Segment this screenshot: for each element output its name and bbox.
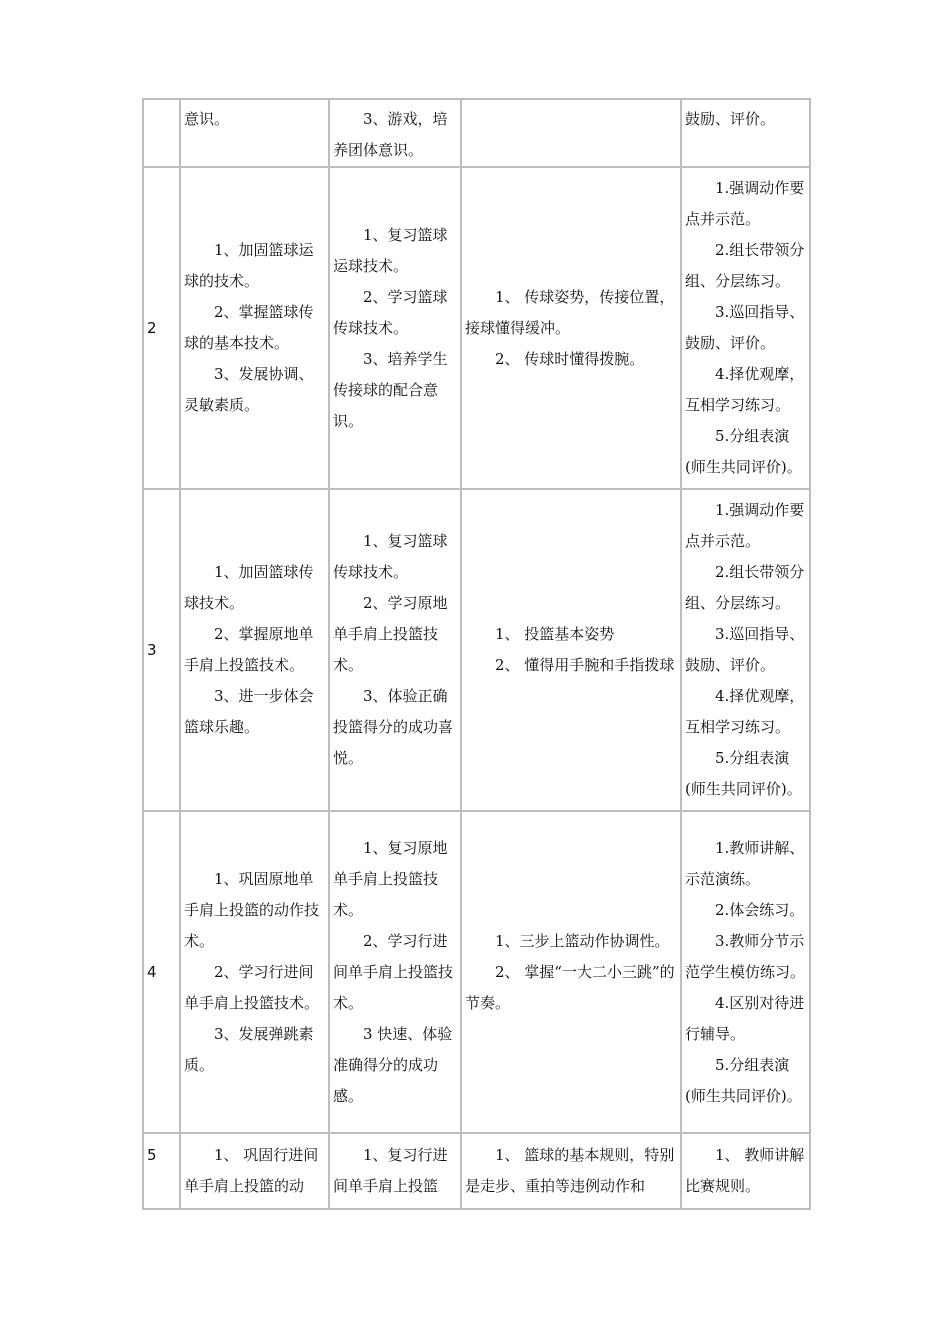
cell-paragraph: 3.巡回指导、鼓励、评价。 <box>685 625 805 674</box>
cell-paragraph: 5.分组表演(师生共同评价)。 <box>685 749 802 798</box>
cell-paragraph: 1、 篮球的基本规则，特别是走步、重拍等违例动作和 <box>465 1146 675 1195</box>
content-cell <box>329 1133 461 1209</box>
content-cell <box>329 99 461 167</box>
key-points-cell <box>461 489 681 811</box>
table-row <box>143 99 810 167</box>
table-row <box>143 811 810 1133</box>
key-points-cell <box>461 1133 681 1209</box>
cell-paragraph: 3 快速、体验准确得分的成功感。 <box>333 1024 453 1105</box>
cell-paragraph: 1、 投篮基本姿势 <box>495 625 615 643</box>
cell-paragraph: 2、学习行进间单手肩上投篮技术。 <box>184 962 320 1012</box>
cell-paragraph: 2.组长带领分组、分层练习。 <box>685 563 805 612</box>
cell-paragraph: 2、 懂得用手腕和手指拨球 <box>495 656 675 674</box>
cell-paragraph: 1.教师讲解、示范演练。 <box>685 838 805 888</box>
lesson-number-cell: 2 <box>143 167 180 489</box>
cell-paragraph: 3、发展弹跳素质。 <box>184 1024 314 1074</box>
cell-paragraph: 意识。 <box>184 110 230 128</box>
cell-paragraph: 1、复习行进间单手肩上投篮 <box>333 1146 448 1195</box>
cell-paragraph: 3、体验正确投篮得分的成功喜悦。 <box>333 687 454 767</box>
cell-paragraph: 2.组长带领分组、分层练习。 <box>685 241 805 290</box>
methods-cell <box>681 811 810 1133</box>
cell-paragraph: 1、复习篮球运球技术。 <box>333 225 448 275</box>
lesson-number-cell: 4 <box>143 811 180 1133</box>
cell-paragraph: 2、 传球时懂得拨腕。 <box>495 349 645 368</box>
lesson-number-cell <box>143 99 180 167</box>
goals-cell <box>180 99 329 167</box>
cell-paragraph: 1、三步上篮动作协调性。 <box>495 931 670 950</box>
cell-paragraph: 2、学习篮球传球技术。 <box>333 287 448 337</box>
table-row <box>143 167 810 489</box>
methods-cell <box>681 99 810 167</box>
table-row <box>143 1133 810 1209</box>
cell-paragraph: 1、 传球姿势，传接位置，接球懂得缓冲。 <box>465 287 675 337</box>
cell-paragraph: 3、进一步体会篮球乐趣。 <box>184 687 314 736</box>
cell-paragraph: 1、 巩固行进间单手肩上投篮的动 <box>184 1146 319 1195</box>
methods-cell <box>681 1133 810 1209</box>
lesson-number-cell: 5 <box>143 1133 180 1209</box>
cell-paragraph: 1、加固篮球运球的技术。 <box>184 241 314 290</box>
cell-paragraph: 3.巡回指导、鼓励、评价。 <box>685 303 805 352</box>
lesson-number-cell: 3 <box>143 489 180 811</box>
cell-paragraph: 2、掌握原地单手肩上投篮技术。 <box>184 625 314 674</box>
table-row <box>143 489 810 811</box>
goals-cell <box>180 1133 329 1209</box>
cell-paragraph: 2、 掌握“一大二小三跳”的节奏。 <box>465 962 675 1012</box>
cell-paragraph: 1、复习原地单手肩上投篮技术。 <box>333 838 448 919</box>
cell-paragraph: 2、掌握篮球传球的基本技术。 <box>184 303 314 352</box>
cell-paragraph: 2.体会练习。 <box>715 900 805 919</box>
cell-paragraph: 5.分组表演(师生共同评价)。 <box>685 1055 802 1105</box>
cell-paragraph: 4.区别对待进行辅导。 <box>685 993 805 1043</box>
lesson-plan-table <box>142 98 811 1210</box>
key-points-cell <box>461 811 681 1133</box>
cell-paragraph: 4.择优观摩，互相学习练习。 <box>685 687 805 736</box>
methods-cell <box>681 167 810 489</box>
cell-paragraph: 1、 教师讲解比赛规则。 <box>685 1146 805 1195</box>
cell-paragraph: 3、培养学生传接球的配合意识。 <box>333 349 448 430</box>
table-body <box>143 99 810 1209</box>
methods-cell <box>681 489 810 811</box>
cell-paragraph: 3、发展协调、灵敏素质。 <box>184 365 314 414</box>
cell-paragraph: 1、加固篮球传球技术。 <box>184 563 314 612</box>
goals-cell <box>180 811 329 1133</box>
cell-paragraph: 5.分组表演(师生共同评价)。 <box>685 427 802 476</box>
content-cell <box>329 811 461 1133</box>
goals-cell <box>180 167 329 489</box>
content-cell <box>329 489 461 811</box>
cell-paragraph: 1、复习篮球传球技术。 <box>333 532 448 581</box>
cell-paragraph: 1.强调动作要点并示范。 <box>685 179 805 228</box>
key-points-cell <box>461 99 681 167</box>
cell-paragraph: 4.择优观摩，互相学习练习。 <box>685 365 805 414</box>
cell-paragraph: 1.强调动作要点并示范。 <box>685 501 805 550</box>
goals-cell <box>180 489 329 811</box>
cell-paragraph: 2、学习原地单手肩上投篮技术。 <box>333 594 448 674</box>
key-points-cell <box>461 167 681 489</box>
cell-paragraph: 1、巩固原地单手肩上投篮的动作技术。 <box>184 869 320 950</box>
cell-paragraph: 3、游戏，培养团体意识。 <box>333 110 448 159</box>
cell-paragraph: 3.教师分节示范学生模仿练习。 <box>685 931 806 981</box>
cell-paragraph: 鼓励、评价。 <box>685 110 776 128</box>
cell-paragraph: 2、学习行进间单手肩上投篮技术。 <box>333 931 454 1012</box>
content-cell <box>329 167 461 489</box>
